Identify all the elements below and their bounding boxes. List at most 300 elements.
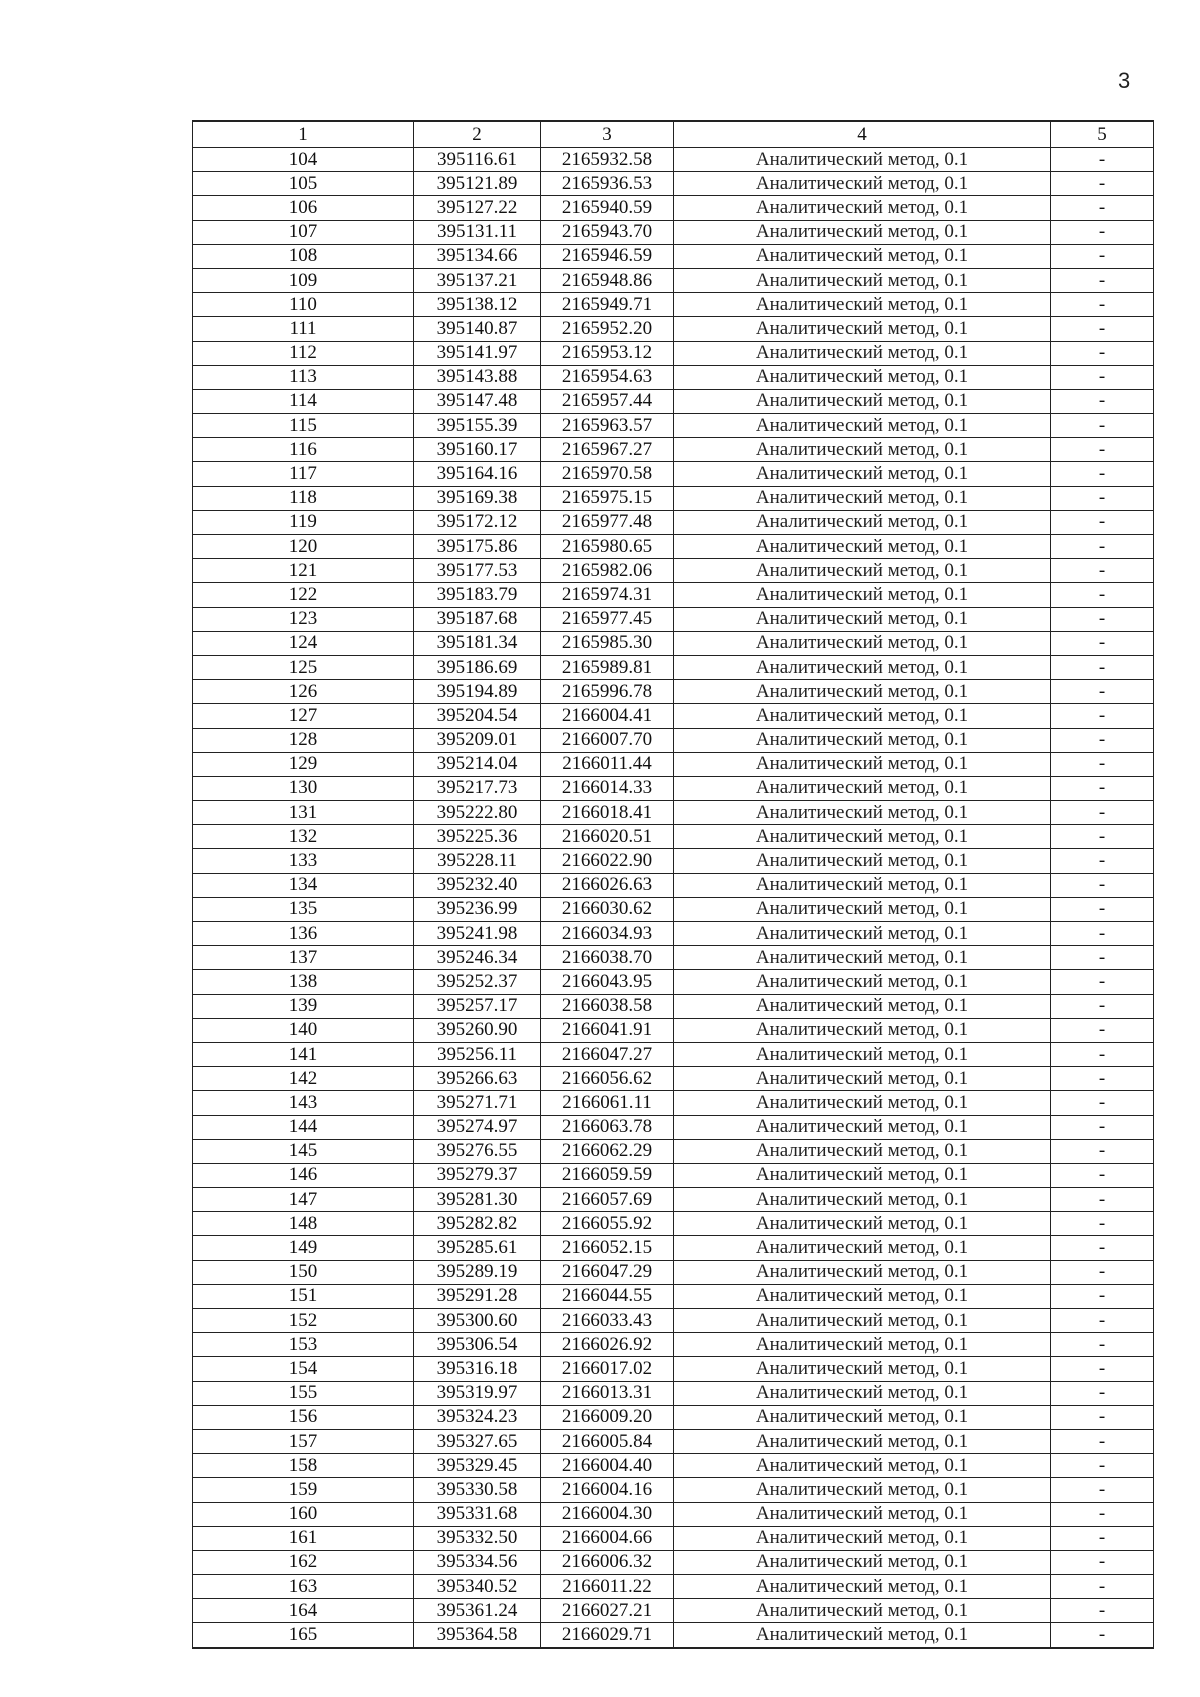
coordinates-table xyxy=(192,120,1154,1649)
point-number-cell: 139 xyxy=(193,994,414,1018)
method-cell: Аналитический метод, 0.1 xyxy=(674,438,1051,462)
table-row xyxy=(193,1018,1154,1042)
y-coordinate-cell: 2166011.44 xyxy=(541,752,674,776)
point-number-cell: 140 xyxy=(193,1018,414,1042)
note-cell: - xyxy=(1051,268,1154,292)
y-coordinate-cell: 2166061.11 xyxy=(541,1091,674,1115)
table-row xyxy=(193,1115,1154,1139)
point-number-cell: 153 xyxy=(193,1333,414,1357)
table-row xyxy=(193,1478,1154,1502)
note-cell: - xyxy=(1051,1212,1154,1236)
method-cell: Аналитический метод, 0.1 xyxy=(674,1115,1051,1139)
point-number-cell: 157 xyxy=(193,1429,414,1453)
y-coordinate-cell: 2166004.16 xyxy=(541,1478,674,1502)
point-number-cell: 108 xyxy=(193,244,414,268)
point-number-cell: 164 xyxy=(193,1599,414,1623)
y-coordinate-cell: 2165985.30 xyxy=(541,631,674,655)
x-coordinate-cell: 395147.48 xyxy=(414,389,541,413)
table-row xyxy=(193,1309,1154,1333)
y-coordinate-cell: 2166030.62 xyxy=(541,897,674,921)
x-coordinate-cell: 395319.97 xyxy=(414,1381,541,1405)
y-coordinate-cell: 2166047.29 xyxy=(541,1260,674,1284)
note-cell: - xyxy=(1051,1333,1154,1357)
method-cell: Аналитический метод, 0.1 xyxy=(674,535,1051,559)
x-coordinate-cell: 395143.88 xyxy=(414,365,541,389)
note-cell: - xyxy=(1051,946,1154,970)
method-cell: Аналитический метод, 0.1 xyxy=(674,1018,1051,1042)
method-cell: Аналитический метод, 0.1 xyxy=(674,389,1051,413)
method-cell: Аналитический метод, 0.1 xyxy=(674,1429,1051,1453)
point-number-cell: 162 xyxy=(193,1550,414,1574)
y-coordinate-cell: 2165954.63 xyxy=(541,365,674,389)
x-coordinate-cell: 395260.90 xyxy=(414,1018,541,1042)
method-cell: Аналитический метод, 0.1 xyxy=(674,897,1051,921)
y-coordinate-cell: 2165974.31 xyxy=(541,583,674,607)
note-cell: - xyxy=(1051,704,1154,728)
table-row xyxy=(193,365,1154,389)
x-coordinate-cell: 395121.89 xyxy=(414,172,541,196)
table-row xyxy=(193,486,1154,510)
table-row xyxy=(193,220,1154,244)
method-cell: Аналитический метод, 0.1 xyxy=(674,922,1051,946)
note-cell: - xyxy=(1051,486,1154,510)
table-row xyxy=(193,1623,1154,1648)
point-number-cell: 158 xyxy=(193,1454,414,1478)
y-coordinate-cell: 2165940.59 xyxy=(541,196,674,220)
method-cell: Аналитический метод, 0.1 xyxy=(674,704,1051,728)
y-coordinate-cell: 2165946.59 xyxy=(541,244,674,268)
method-cell: Аналитический метод, 0.1 xyxy=(674,946,1051,970)
x-coordinate-cell: 395241.98 xyxy=(414,922,541,946)
method-cell: Аналитический метод, 0.1 xyxy=(674,1067,1051,1091)
x-coordinate-cell: 395330.58 xyxy=(414,1478,541,1502)
table-row xyxy=(193,1502,1154,1526)
method-cell: Аналитический метод, 0.1 xyxy=(674,631,1051,655)
table-row xyxy=(193,607,1154,631)
table-row xyxy=(193,1381,1154,1405)
note-cell: - xyxy=(1051,1018,1154,1042)
note-cell: - xyxy=(1051,1115,1154,1139)
method-cell: Аналитический метод, 0.1 xyxy=(674,1405,1051,1429)
note-cell: - xyxy=(1051,1260,1154,1284)
note-cell: - xyxy=(1051,389,1154,413)
x-coordinate-cell: 395186.69 xyxy=(414,655,541,679)
note-cell: - xyxy=(1051,365,1154,389)
note-cell: - xyxy=(1051,680,1154,704)
method-cell: Аналитический метод, 0.1 xyxy=(674,1502,1051,1526)
column-header-2: 2 xyxy=(414,121,541,148)
x-coordinate-cell: 395331.68 xyxy=(414,1502,541,1526)
x-coordinate-cell: 395256.11 xyxy=(414,1042,541,1066)
method-cell: Аналитический метод, 0.1 xyxy=(674,510,1051,534)
method-cell: Аналитический метод, 0.1 xyxy=(674,1526,1051,1550)
y-coordinate-cell: 2166011.22 xyxy=(541,1575,674,1599)
note-cell: - xyxy=(1051,607,1154,631)
x-coordinate-cell: 395155.39 xyxy=(414,414,541,438)
x-coordinate-cell: 395266.63 xyxy=(414,1067,541,1091)
table-row xyxy=(193,414,1154,438)
method-cell: Аналитический метод, 0.1 xyxy=(674,1042,1051,1066)
method-cell: Аналитический метод, 0.1 xyxy=(674,752,1051,776)
x-coordinate-cell: 395332.50 xyxy=(414,1526,541,1550)
table-row xyxy=(193,1067,1154,1091)
x-coordinate-cell: 395300.60 xyxy=(414,1309,541,1333)
note-cell: - xyxy=(1051,341,1154,365)
method-cell: Аналитический метод, 0.1 xyxy=(674,1575,1051,1599)
point-number-cell: 131 xyxy=(193,801,414,825)
table-row xyxy=(193,704,1154,728)
x-coordinate-cell: 395194.89 xyxy=(414,680,541,704)
table-row xyxy=(193,1599,1154,1623)
table-row xyxy=(193,462,1154,486)
y-coordinate-cell: 2165943.70 xyxy=(541,220,674,244)
note-cell: - xyxy=(1051,583,1154,607)
table-row xyxy=(193,196,1154,220)
x-coordinate-cell: 395285.61 xyxy=(414,1236,541,1260)
table-row xyxy=(193,1333,1154,1357)
table-row xyxy=(193,1163,1154,1187)
note-cell: - xyxy=(1051,1091,1154,1115)
method-cell: Аналитический метод, 0.1 xyxy=(674,873,1051,897)
point-number-cell: 107 xyxy=(193,220,414,244)
point-number-cell: 137 xyxy=(193,946,414,970)
point-number-cell: 136 xyxy=(193,922,414,946)
note-cell: - xyxy=(1051,1502,1154,1526)
note-cell: - xyxy=(1051,172,1154,196)
table-row xyxy=(193,1526,1154,1550)
note-cell: - xyxy=(1051,510,1154,534)
note-cell: - xyxy=(1051,438,1154,462)
table-row xyxy=(193,317,1154,341)
point-number-cell: 165 xyxy=(193,1623,414,1648)
point-number-cell: 118 xyxy=(193,486,414,510)
method-cell: Аналитический метод, 0.1 xyxy=(674,583,1051,607)
x-coordinate-cell: 395175.86 xyxy=(414,535,541,559)
y-coordinate-cell: 2166005.84 xyxy=(541,1429,674,1453)
table-row xyxy=(193,680,1154,704)
x-coordinate-cell: 395134.66 xyxy=(414,244,541,268)
x-coordinate-cell: 395279.37 xyxy=(414,1163,541,1187)
method-cell: Аналитический метод, 0.1 xyxy=(674,776,1051,800)
table-row xyxy=(193,1550,1154,1574)
table-row xyxy=(193,1454,1154,1478)
point-number-cell: 117 xyxy=(193,462,414,486)
method-cell: Аналитический метод, 0.1 xyxy=(674,462,1051,486)
method-cell: Аналитический метод, 0.1 xyxy=(674,1091,1051,1115)
y-coordinate-cell: 2166055.92 xyxy=(541,1212,674,1236)
table-row xyxy=(193,559,1154,583)
method-cell: Аналитический метод, 0.1 xyxy=(674,655,1051,679)
column-header-5: 5 xyxy=(1051,121,1154,148)
method-cell: Аналитический метод, 0.1 xyxy=(674,1478,1051,1502)
column-header-1: 1 xyxy=(193,121,414,148)
x-coordinate-cell: 395183.79 xyxy=(414,583,541,607)
y-coordinate-cell: 2165932.58 xyxy=(541,148,674,172)
y-coordinate-cell: 2166026.92 xyxy=(541,1333,674,1357)
x-coordinate-cell: 395282.82 xyxy=(414,1212,541,1236)
point-number-cell: 154 xyxy=(193,1357,414,1381)
table-row xyxy=(193,922,1154,946)
table-row xyxy=(193,994,1154,1018)
method-cell: Аналитический метод, 0.1 xyxy=(674,1599,1051,1623)
point-number-cell: 159 xyxy=(193,1478,414,1502)
method-cell: Аналитический метод, 0.1 xyxy=(674,1163,1051,1187)
x-coordinate-cell: 395141.97 xyxy=(414,341,541,365)
x-coordinate-cell: 395187.68 xyxy=(414,607,541,631)
point-number-cell: 127 xyxy=(193,704,414,728)
point-number-cell: 122 xyxy=(193,583,414,607)
point-number-cell: 146 xyxy=(193,1163,414,1187)
method-cell: Аналитический метод, 0.1 xyxy=(674,220,1051,244)
y-coordinate-cell: 2166063.78 xyxy=(541,1115,674,1139)
point-number-cell: 132 xyxy=(193,825,414,849)
table-row xyxy=(193,728,1154,752)
note-cell: - xyxy=(1051,196,1154,220)
x-coordinate-cell: 395137.21 xyxy=(414,268,541,292)
note-cell: - xyxy=(1051,317,1154,341)
x-coordinate-cell: 395306.54 xyxy=(414,1333,541,1357)
table-row xyxy=(193,897,1154,921)
x-coordinate-cell: 395276.55 xyxy=(414,1139,541,1163)
x-coordinate-cell: 395291.28 xyxy=(414,1284,541,1308)
note-cell: - xyxy=(1051,897,1154,921)
note-cell: - xyxy=(1051,559,1154,583)
x-coordinate-cell: 395257.17 xyxy=(414,994,541,1018)
table-body xyxy=(193,148,1154,1648)
y-coordinate-cell: 2165977.48 xyxy=(541,510,674,534)
note-cell: - xyxy=(1051,1042,1154,1066)
method-cell: Аналитический метод, 0.1 xyxy=(674,1550,1051,1574)
y-coordinate-cell: 2166047.27 xyxy=(541,1042,674,1066)
table-row xyxy=(193,389,1154,413)
table-row xyxy=(193,510,1154,534)
point-number-cell: 163 xyxy=(193,1575,414,1599)
table-row xyxy=(193,293,1154,317)
table-row xyxy=(193,1429,1154,1453)
point-number-cell: 144 xyxy=(193,1115,414,1139)
method-cell: Аналитический метод, 0.1 xyxy=(674,970,1051,994)
point-number-cell: 147 xyxy=(193,1188,414,1212)
point-number-cell: 128 xyxy=(193,728,414,752)
point-number-cell: 104 xyxy=(193,148,414,172)
method-cell: Аналитический метод, 0.1 xyxy=(674,1260,1051,1284)
method-cell: Аналитический метод, 0.1 xyxy=(674,196,1051,220)
point-number-cell: 156 xyxy=(193,1405,414,1429)
x-coordinate-cell: 395316.18 xyxy=(414,1357,541,1381)
point-number-cell: 155 xyxy=(193,1381,414,1405)
table-row xyxy=(193,1188,1154,1212)
method-cell: Аналитический метод, 0.1 xyxy=(674,317,1051,341)
point-number-cell: 123 xyxy=(193,607,414,631)
table-row xyxy=(193,341,1154,365)
table-row xyxy=(193,1212,1154,1236)
note-cell: - xyxy=(1051,873,1154,897)
note-cell: - xyxy=(1051,1067,1154,1091)
point-number-cell: 138 xyxy=(193,970,414,994)
table-row xyxy=(193,776,1154,800)
method-cell: Аналитический метод, 0.1 xyxy=(674,244,1051,268)
y-coordinate-cell: 2165967.27 xyxy=(541,438,674,462)
point-number-cell: 130 xyxy=(193,776,414,800)
x-coordinate-cell: 395209.01 xyxy=(414,728,541,752)
table-row xyxy=(193,1139,1154,1163)
y-coordinate-cell: 2165980.65 xyxy=(541,535,674,559)
note-cell: - xyxy=(1051,220,1154,244)
x-coordinate-cell: 395232.40 xyxy=(414,873,541,897)
note-cell: - xyxy=(1051,535,1154,559)
method-cell: Аналитический метод, 0.1 xyxy=(674,1357,1051,1381)
note-cell: - xyxy=(1051,1550,1154,1574)
point-number-cell: 109 xyxy=(193,268,414,292)
y-coordinate-cell: 2166026.63 xyxy=(541,873,674,897)
point-number-cell: 113 xyxy=(193,365,414,389)
point-number-cell: 111 xyxy=(193,317,414,341)
x-coordinate-cell: 395217.73 xyxy=(414,776,541,800)
table-row xyxy=(193,244,1154,268)
table-row xyxy=(193,946,1154,970)
x-coordinate-cell: 395271.71 xyxy=(414,1091,541,1115)
x-coordinate-cell: 395222.80 xyxy=(414,801,541,825)
y-coordinate-cell: 2166038.70 xyxy=(541,946,674,970)
point-number-cell: 124 xyxy=(193,631,414,655)
y-coordinate-cell: 2166027.21 xyxy=(541,1599,674,1623)
x-coordinate-cell: 395116.61 xyxy=(414,148,541,172)
note-cell: - xyxy=(1051,728,1154,752)
column-header-4: 4 xyxy=(674,121,1051,148)
method-cell: Аналитический метод, 0.1 xyxy=(674,1381,1051,1405)
point-number-cell: 120 xyxy=(193,535,414,559)
method-cell: Аналитический метод, 0.1 xyxy=(674,849,1051,873)
y-coordinate-cell: 2166007.70 xyxy=(541,728,674,752)
y-coordinate-cell: 2166009.20 xyxy=(541,1405,674,1429)
point-number-cell: 106 xyxy=(193,196,414,220)
table-header xyxy=(193,121,1154,148)
point-number-cell: 142 xyxy=(193,1067,414,1091)
table-row xyxy=(193,1575,1154,1599)
table-row xyxy=(193,873,1154,897)
method-cell: Аналитический метод, 0.1 xyxy=(674,1139,1051,1163)
x-coordinate-cell: 395181.34 xyxy=(414,631,541,655)
point-number-cell: 110 xyxy=(193,293,414,317)
note-cell: - xyxy=(1051,1284,1154,1308)
method-cell: Аналитический метод, 0.1 xyxy=(674,341,1051,365)
method-cell: Аналитический метод, 0.1 xyxy=(674,680,1051,704)
point-number-cell: 115 xyxy=(193,414,414,438)
point-number-cell: 149 xyxy=(193,1236,414,1260)
y-coordinate-cell: 2166014.33 xyxy=(541,776,674,800)
y-coordinate-cell: 2165957.44 xyxy=(541,389,674,413)
point-number-cell: 129 xyxy=(193,752,414,776)
y-coordinate-cell: 2166004.40 xyxy=(541,1454,674,1478)
note-cell: - xyxy=(1051,462,1154,486)
x-coordinate-cell: 395281.30 xyxy=(414,1188,541,1212)
note-cell: - xyxy=(1051,655,1154,679)
y-coordinate-cell: 2165948.86 xyxy=(541,268,674,292)
note-cell: - xyxy=(1051,1575,1154,1599)
y-coordinate-cell: 2165949.71 xyxy=(541,293,674,317)
point-number-cell: 143 xyxy=(193,1091,414,1115)
y-coordinate-cell: 2166059.59 xyxy=(541,1163,674,1187)
y-coordinate-cell: 2165996.78 xyxy=(541,680,674,704)
method-cell: Аналитический метод, 0.1 xyxy=(674,1309,1051,1333)
point-number-cell: 121 xyxy=(193,559,414,583)
note-cell: - xyxy=(1051,1163,1154,1187)
x-coordinate-cell: 395236.99 xyxy=(414,897,541,921)
table-row xyxy=(193,148,1154,172)
note-cell: - xyxy=(1051,994,1154,1018)
method-cell: Аналитический метод, 0.1 xyxy=(674,801,1051,825)
table-row xyxy=(193,172,1154,196)
note-cell: - xyxy=(1051,801,1154,825)
header-row xyxy=(193,121,1154,148)
y-coordinate-cell: 2166052.15 xyxy=(541,1236,674,1260)
y-coordinate-cell: 2166029.71 xyxy=(541,1623,674,1648)
y-coordinate-cell: 2166017.02 xyxy=(541,1357,674,1381)
table-row xyxy=(193,752,1154,776)
y-coordinate-cell: 2166056.62 xyxy=(541,1067,674,1091)
table-row xyxy=(193,655,1154,679)
table-row xyxy=(193,1236,1154,1260)
x-coordinate-cell: 395177.53 xyxy=(414,559,541,583)
point-number-cell: 160 xyxy=(193,1502,414,1526)
table-row xyxy=(193,583,1154,607)
x-coordinate-cell: 395246.34 xyxy=(414,946,541,970)
note-cell: - xyxy=(1051,1454,1154,1478)
note-cell: - xyxy=(1051,1599,1154,1623)
point-number-cell: 152 xyxy=(193,1309,414,1333)
table-row xyxy=(193,1042,1154,1066)
x-coordinate-cell: 395274.97 xyxy=(414,1115,541,1139)
method-cell: Аналитический метод, 0.1 xyxy=(674,293,1051,317)
method-cell: Аналитический метод, 0.1 xyxy=(674,1212,1051,1236)
table-row xyxy=(193,438,1154,462)
note-cell: - xyxy=(1051,293,1154,317)
point-number-cell: 151 xyxy=(193,1284,414,1308)
method-cell: Аналитический метод, 0.1 xyxy=(674,1236,1051,1260)
note-cell: - xyxy=(1051,1236,1154,1260)
note-cell: - xyxy=(1051,1139,1154,1163)
table-row xyxy=(193,1091,1154,1115)
method-cell: Аналитический метод, 0.1 xyxy=(674,825,1051,849)
x-coordinate-cell: 395327.65 xyxy=(414,1429,541,1453)
note-cell: - xyxy=(1051,1188,1154,1212)
y-coordinate-cell: 2165975.15 xyxy=(541,486,674,510)
y-coordinate-cell: 2166033.43 xyxy=(541,1309,674,1333)
table-row xyxy=(193,631,1154,655)
y-coordinate-cell: 2166044.55 xyxy=(541,1284,674,1308)
column-header-3: 3 xyxy=(541,121,674,148)
method-cell: Аналитический метод, 0.1 xyxy=(674,268,1051,292)
y-coordinate-cell: 2165970.58 xyxy=(541,462,674,486)
point-number-cell: 145 xyxy=(193,1139,414,1163)
method-cell: Аналитический метод, 0.1 xyxy=(674,414,1051,438)
point-number-cell: 126 xyxy=(193,680,414,704)
y-coordinate-cell: 2165953.12 xyxy=(541,341,674,365)
method-cell: Аналитический метод, 0.1 xyxy=(674,607,1051,631)
method-cell: Аналитический метод, 0.1 xyxy=(674,1454,1051,1478)
x-coordinate-cell: 395289.19 xyxy=(414,1260,541,1284)
x-coordinate-cell: 395364.58 xyxy=(414,1623,541,1648)
x-coordinate-cell: 395140.87 xyxy=(414,317,541,341)
table-row xyxy=(193,1260,1154,1284)
x-coordinate-cell: 395131.11 xyxy=(414,220,541,244)
point-number-cell: 141 xyxy=(193,1042,414,1066)
note-cell: - xyxy=(1051,1478,1154,1502)
table-row xyxy=(193,849,1154,873)
point-number-cell: 125 xyxy=(193,655,414,679)
note-cell: - xyxy=(1051,825,1154,849)
note-cell: - xyxy=(1051,1381,1154,1405)
